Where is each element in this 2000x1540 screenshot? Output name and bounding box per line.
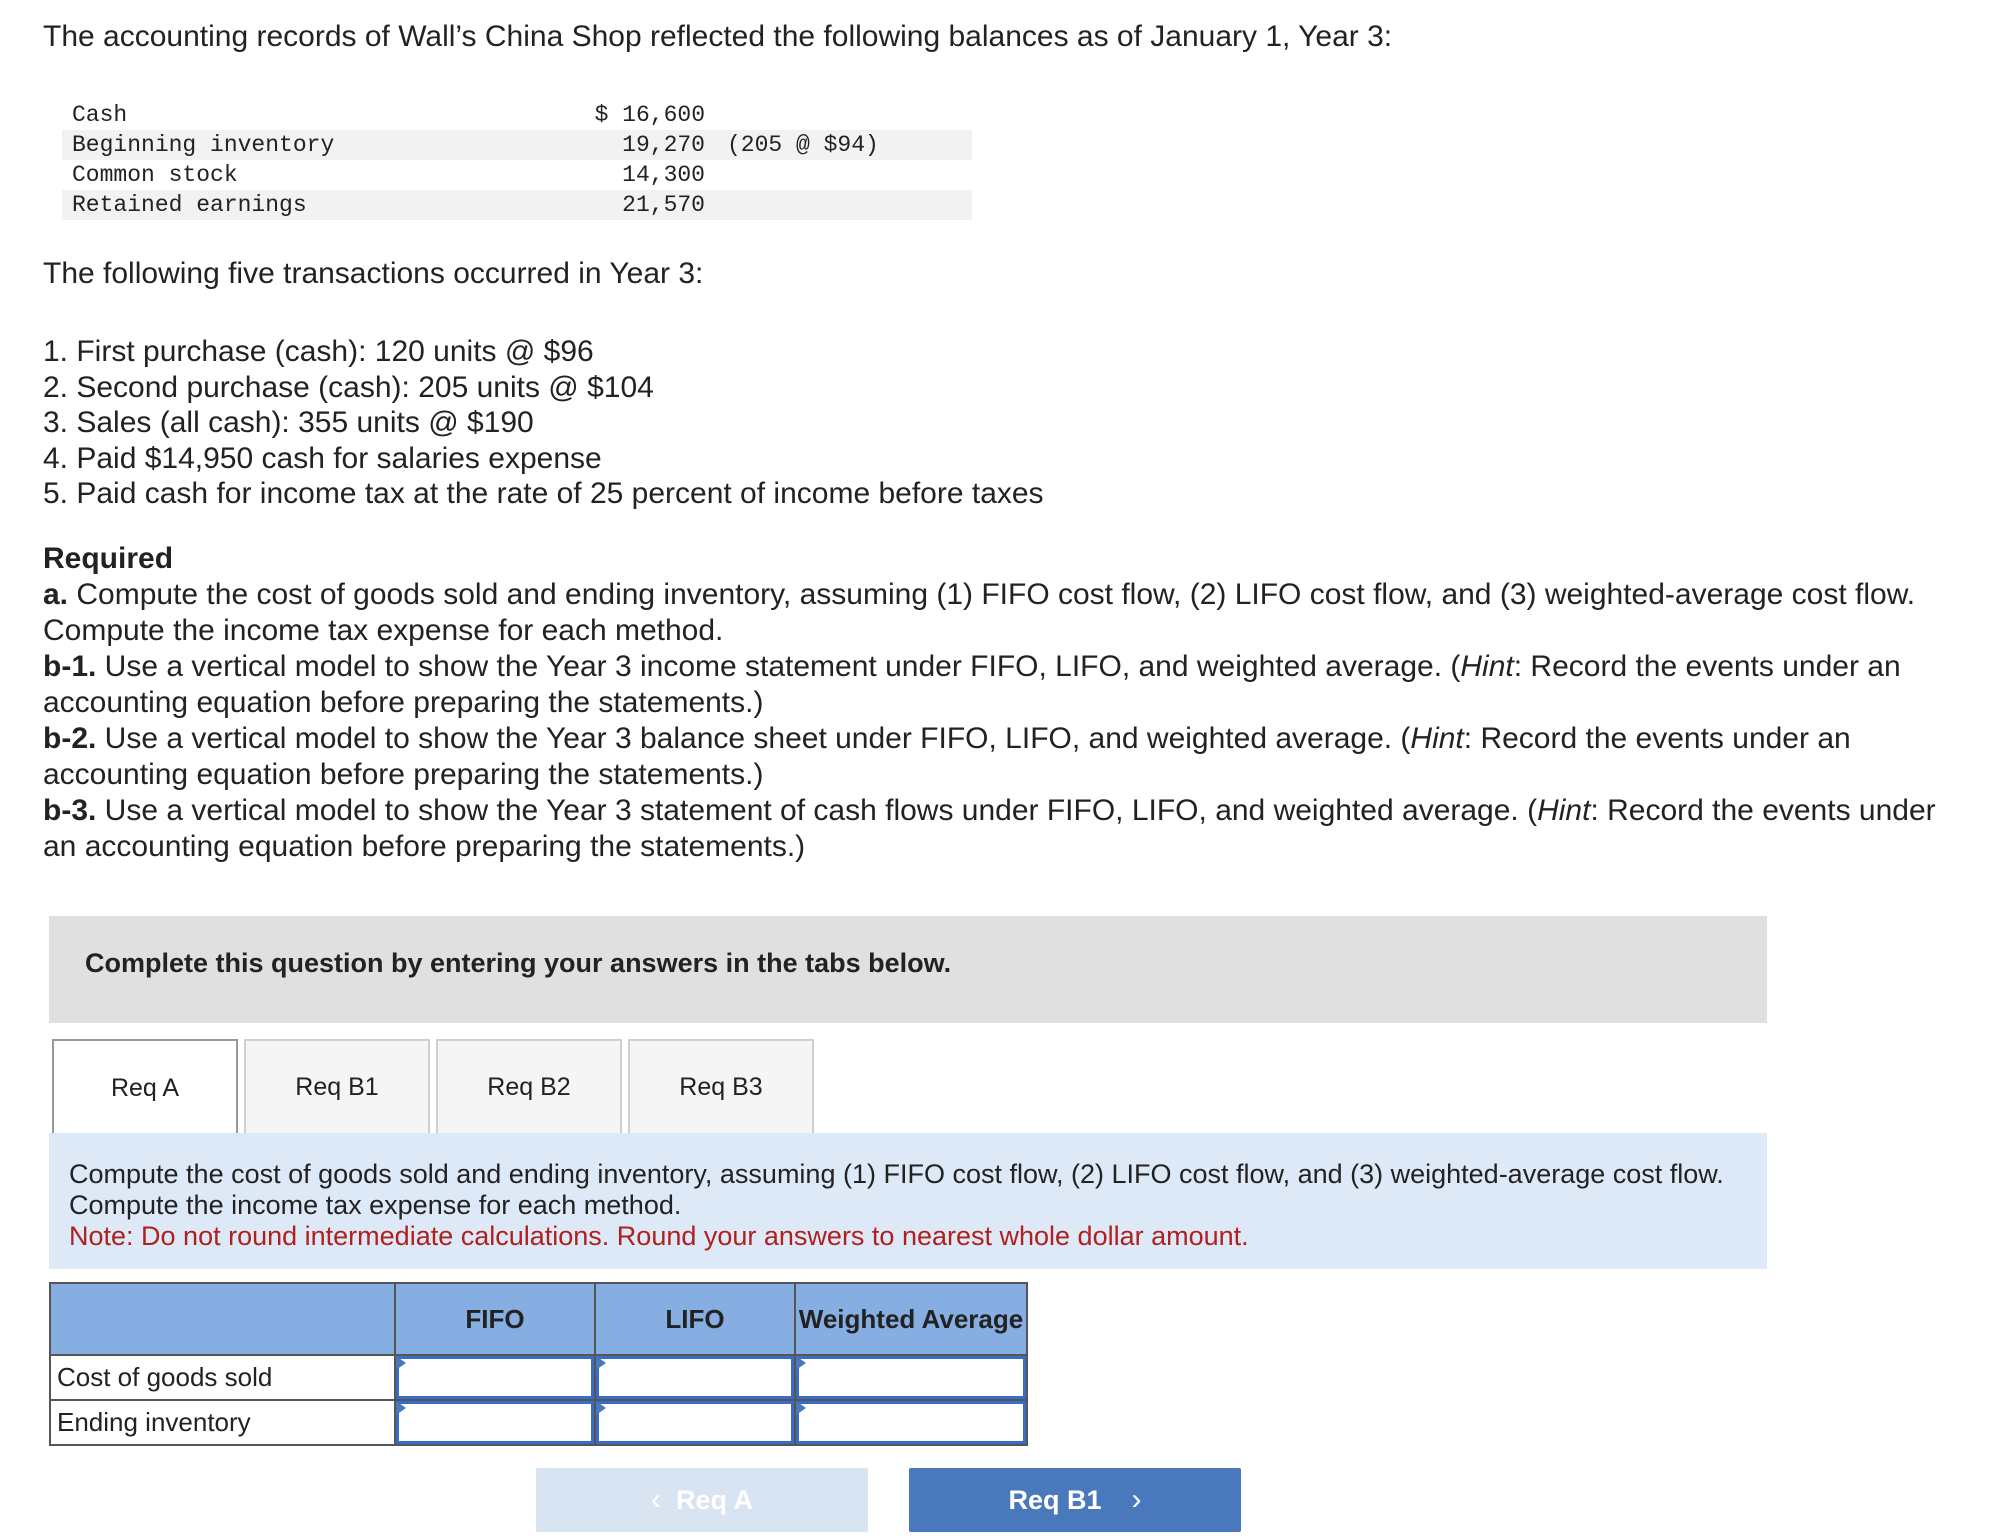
prev-label: Req A — [676, 1484, 754, 1515]
transaction-item: 5. Paid cash for income tax at the rate of 25 percent of income before taxes — [43, 477, 1044, 510]
ei-lifo-cell — [595, 1400, 795, 1445]
row-label-ending-inventory: Ending inventory — [50, 1400, 395, 1445]
ending-inventory-fifo-input[interactable] — [396, 1401, 594, 1444]
tab-req-b3[interactable]: Req B3 — [628, 1039, 814, 1133]
ei-fifo-cell — [395, 1400, 595, 1445]
row-label-cogs: Cost of goods sold — [50, 1355, 395, 1400]
rounding-note: Note: Do not round intermediate calculations. Round your answers to nearest whole dollar amount. — [69, 1221, 1249, 1251]
requirement-label: b-3. — [43, 794, 97, 827]
requirement-label: b-1. — [43, 650, 97, 683]
ending-inventory-weighted-input[interactable] — [796, 1401, 1026, 1444]
requirement-text: Compute the cost of goods sold and ending inventory, assuming (1) FIFO cost flow, (2) LIFO cost flow, and (3) weighted-average cost flow. Compute the income tax expense for each method. — [43, 578, 1916, 647]
balance-label: Common stock — [72, 162, 238, 188]
transactions-list — [43, 334, 1044, 512]
tab-req-b1[interactable]: Req B1 — [244, 1039, 430, 1133]
header-row — [50, 1283, 1027, 1355]
table-row — [50, 1355, 1027, 1400]
instruction-text: Compute the cost of goods sold and ending inventory, assuming (1) FIFO cost flow, (2) LIFO cost flow, and (3) weighted-average cost flow. Compute the income tax expense for each method. — [69, 1159, 1724, 1220]
balance-amount: 14,300 — [622, 162, 705, 188]
cogs-weighted-input[interactable] — [796, 1356, 1026, 1399]
balance-label: Cash — [72, 102, 128, 128]
balances-table — [62, 100, 972, 220]
requirement-text: Use a vertical model to show the Year 3 statement of cash flows under FIFO, LIFO, and weighted average. ( — [96, 794, 1538, 827]
intro-text: The accounting records of Wall’s China Shop reflected the following balances as of January 1, Year 3: — [43, 20, 1393, 53]
balance-row — [62, 190, 972, 220]
requirement-label: a. — [43, 578, 69, 611]
hint-word: Hint — [1460, 650, 1514, 683]
hint-word: Hint — [1410, 722, 1464, 755]
balance-row — [62, 100, 972, 130]
next-button[interactable] — [909, 1468, 1241, 1532]
transaction-item: 2. Second purchase (cash): 205 units @ $104 — [43, 370, 654, 404]
chevron-left-icon: ‹ — [650, 1483, 661, 1516]
requirement-b1 — [43, 649, 1943, 721]
hint-text: : Record the events under an accounting equation before preparing the statements.) — [43, 794, 1936, 863]
cogs-lifo-cell — [595, 1355, 795, 1400]
hint-word: Hint — [1537, 794, 1591, 827]
cogs-fifo-input[interactable] — [396, 1356, 594, 1399]
balance-amount: 21,570 — [622, 192, 705, 218]
balance-label: Retained earnings — [72, 192, 307, 218]
ei-weighted-cell — [795, 1400, 1027, 1445]
requirement-b2 — [43, 721, 1943, 793]
balance-row — [62, 130, 972, 160]
instruction-box — [49, 1133, 1767, 1269]
prev-button[interactable] — [536, 1468, 868, 1532]
requirement-text: Use a vertical model to show the Year 3 balance sheet under FIFO, LIFO, and weighted average. ( — [96, 722, 1411, 755]
tab-req-a[interactable]: Req A — [52, 1039, 238, 1137]
hint-text: : Record the events under an accounting equation before preparing the statements.) — [43, 650, 1901, 719]
balance-amount: $ 16,600 — [594, 102, 705, 128]
chevron-right-icon: › — [1131, 1483, 1142, 1516]
requirement-a — [43, 577, 1943, 649]
tabs-panel-header: Complete this question by entering your answers in the tabs below. — [49, 916, 1767, 1023]
ending-inventory-lifo-input[interactable] — [596, 1401, 794, 1444]
transaction-item: 3. Sales (all cash): 355 units @ $190 — [43, 406, 534, 439]
cogs-lifo-input[interactable] — [596, 1356, 794, 1399]
header-blank — [50, 1283, 395, 1355]
tab-req-b2[interactable]: Req B2 — [436, 1039, 622, 1133]
header-weighted-average: Weighted Average — [795, 1283, 1027, 1355]
table-row — [50, 1400, 1027, 1445]
transaction-item: 1. First purchase (cash): 120 units @ $96 — [43, 335, 594, 368]
answer-table — [49, 1282, 1028, 1446]
balance-note: (205 @ $94) — [727, 132, 879, 158]
required-section — [43, 541, 1943, 865]
next-label: Req B1 — [1008, 1484, 1102, 1515]
balance-amount: 19,270 — [622, 132, 705, 158]
required-title: Required — [43, 542, 174, 575]
transactions-intro: The following five transactions occurred in Year 3: — [43, 257, 704, 290]
requirement-b3 — [43, 793, 1943, 865]
header-lifo: LIFO — [595, 1283, 795, 1355]
cogs-fifo-cell — [395, 1355, 595, 1400]
cogs-weighted-cell — [795, 1355, 1027, 1400]
balance-row — [62, 160, 972, 190]
tab-bar — [52, 1039, 1767, 1137]
balance-label: Beginning inventory — [72, 132, 335, 158]
hint-text: : Record the events under an accounting equation before preparing the statements.) — [43, 722, 1851, 791]
transaction-item: 4. Paid $14,950 cash for salaries expense — [43, 441, 602, 475]
requirement-label: b-2. — [43, 722, 97, 755]
requirement-text: Use a vertical model to show the Year 3 income statement under FIFO, LIFO, and weighted average. ( — [96, 650, 1461, 683]
header-fifo: FIFO — [395, 1283, 595, 1355]
